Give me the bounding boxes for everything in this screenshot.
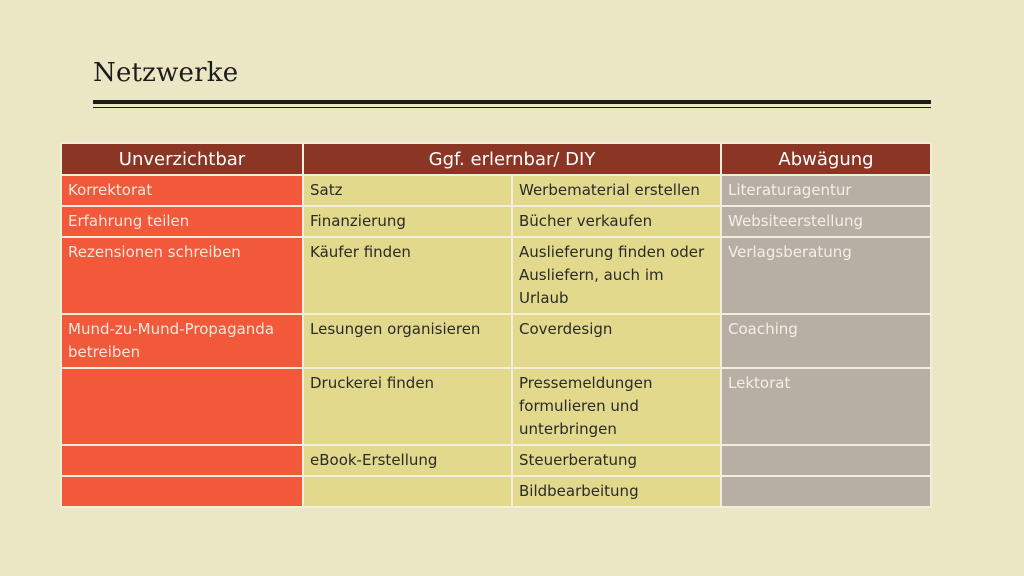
table-row <box>61 175 931 206</box>
table-cell: Mund-zu-Mund-Propaganda betreiben <box>61 314 303 368</box>
table-row <box>61 237 931 314</box>
table-cell: Korrektorat <box>61 175 303 206</box>
table-cell: Steuerberatung <box>512 445 721 476</box>
table-row <box>61 368 931 445</box>
header-erlernbar-diy: Ggf. erlernbar/ DIY <box>303 143 721 175</box>
table-cell: Verlagsberatung <box>721 237 931 314</box>
table-row <box>61 206 931 237</box>
table-cell: Druckerei finden <box>303 368 512 445</box>
table-cell: Rezensionen schreiben <box>61 237 303 314</box>
table-cell: Bücher verkaufen <box>512 206 721 237</box>
table-cell: Lesungen organisieren <box>303 314 512 368</box>
title-rule-thick <box>93 100 931 104</box>
table-cell: Coverdesign <box>512 314 721 368</box>
table-cell: Erfahrung teilen <box>61 206 303 237</box>
table-cell <box>721 445 931 476</box>
table-cell: Websiteerstellung <box>721 206 931 237</box>
header-unverzichtbar: Unverzichtbar <box>61 143 303 175</box>
table-cell <box>61 476 303 507</box>
title-rule-thin <box>93 107 931 108</box>
table-cell: Bildbearbeitung <box>512 476 721 507</box>
table-cell <box>303 476 512 507</box>
slide-title: Netzwerke <box>93 58 239 88</box>
table-cell: Lektorat <box>721 368 931 445</box>
table-cell <box>721 476 931 507</box>
table-cell: Pressemeldungen formulieren und unterbringen <box>512 368 721 445</box>
table-cell: Literaturagentur <box>721 175 931 206</box>
table-cell <box>61 368 303 445</box>
table-row <box>61 445 931 476</box>
header-abwaegung: Abwägung <box>721 143 931 175</box>
netzwerke-table <box>60 142 932 508</box>
table-cell <box>61 445 303 476</box>
table-header-row <box>61 143 931 175</box>
table-row <box>61 314 931 368</box>
table-cell: Käufer finden <box>303 237 512 314</box>
table-cell: Satz <box>303 175 512 206</box>
table-cell: eBook-Erstellung <box>303 445 512 476</box>
table-cell: Coaching <box>721 314 931 368</box>
table-cell: Auslieferung finden oder Ausliefern, auch im Urlaub <box>512 237 721 314</box>
table-row <box>61 476 931 507</box>
table-cell: Finanzierung <box>303 206 512 237</box>
table-cell: Werbematerial erstellen <box>512 175 721 206</box>
